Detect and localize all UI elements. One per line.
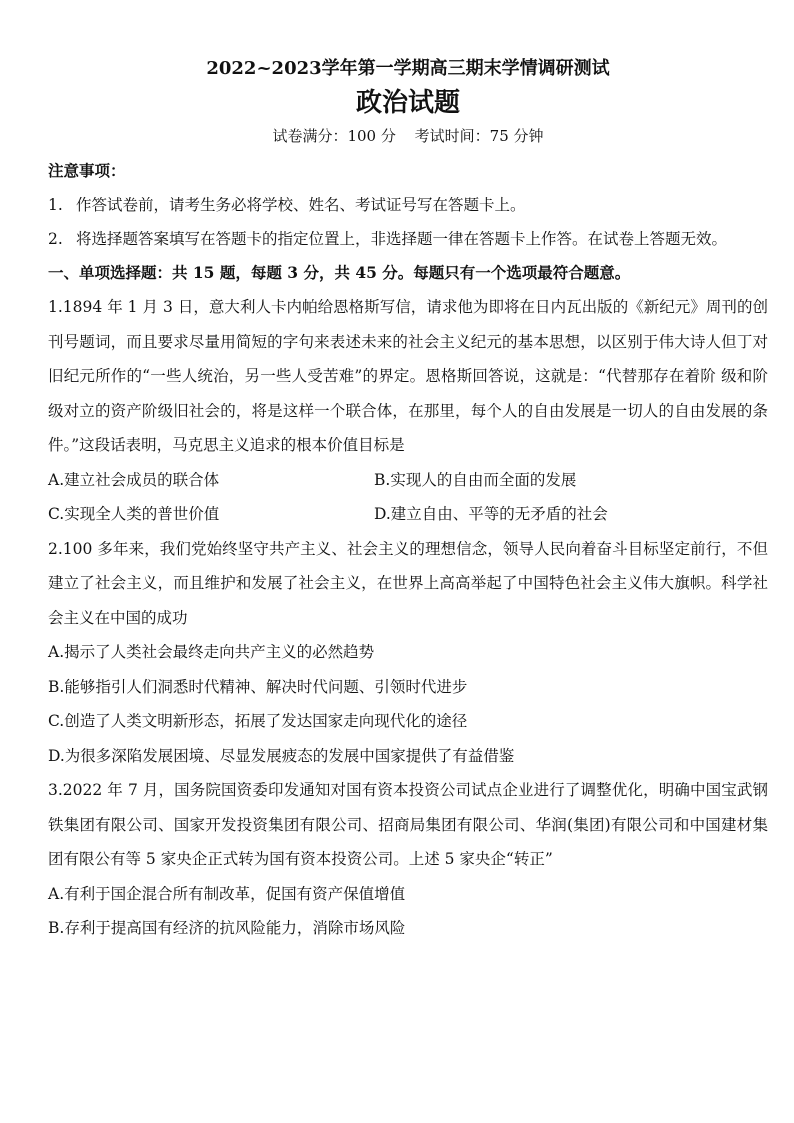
question-1-stem: 1.1894 年 1 月 3 日，意大利人卡内帕给恩格斯写信，请求他为即将在日内瓦出版的《新纪元》周刊的创刊号题词，而且要求尽量用简短的字句来表述未来的社会主义纪元的基本思想，以区别于伟大诗人但丁对旧纪元所作的“一些人统治，另一些人受苦难”的界定。恩格斯回答说，这就是：“代替那存在着阶 级和阶级对立的资产阶级旧社会的，将是这样一个联合体，在那里，每个人的自由发展是一切人的自由发展的条件。”这段话表明，马克思主义追求的根本价值目标是 (48, 298, 768, 454)
option-d: D.建立自由、平等的无矛盾的社会 (374, 505, 608, 523)
notice-item-number: 1. (48, 196, 63, 214)
exam-page (48, 58, 768, 946)
notice-item (48, 188, 768, 222)
notice-item-text: 将选择题答案填写在答题卡的指定位置上，非选择题一律在答题卡上作答。在试卷上答题无效。 (76, 230, 728, 248)
option-b: B.实现人的自由而全面的发展 (374, 470, 577, 489)
question-3-stem: 3.2022 年 7 月，国务院国资委印发通知对国有资本投资公司试点企业进行了调整优化，明确中国宝武钢铁集团有限公司、国家开发投资集团有限公司、招商局集团有限公司、华润(集团)有限公司和中国建材集团有限公有等 5 家央企正式转为国有资本投资公司。上述 5 家央企“转正” (48, 781, 768, 868)
option-a: A.建立社会成员的联合体 (48, 470, 220, 489)
section-heading: 一、单项选择题：共 15 题，每题 3 分，共 45 分。每题只有一个选项最符合题意。 (48, 263, 631, 282)
option-c: C.实现全人类的普世价值 (48, 505, 220, 523)
full-score: 试卷满分：100 分 (272, 127, 396, 145)
subject-title: 政治试题 (355, 88, 460, 118)
option-a: A.有利于国企混合所有制改革，促国有资产保值增值 (48, 884, 406, 903)
notice-list (48, 188, 768, 256)
option-a: A.揭示了人类社会最终走向共产主义的必然趋势 (48, 643, 375, 661)
exam-meta (48, 124, 768, 148)
notice-item-number: 2. (48, 230, 63, 248)
option-d: D.为很多深陷发展困境、尽显发展疲态的发展中国家提供了有益借鉴 (48, 746, 515, 765)
option-c: C.创造了人类文明新形态，拓展了发达国家走向现代化的途径 (48, 712, 468, 730)
question-2-stem: 2.100 多年来，我们党始终坚守共产主义、社会主义的理想信念，领导人民向着奋斗目标坚定前行，不但建立了社会主义，而且维护和发展了社会主义，在世界上高高举起了中国特色社会主义伟大旗帜。科学社会主义在中国的成功 (48, 539, 768, 627)
option-b: B.能够指引人们洞悉时代精神、解决时代问题、引领时代进步 (48, 677, 468, 696)
exam-title: 2022~2023学年第一学期高三期末学情调研测试 (206, 58, 610, 79)
notice-item (48, 222, 768, 256)
notice-heading: 注意事项： (48, 161, 126, 180)
question-1-options (48, 463, 768, 532)
exam-time: 考试时间：75 分钟 (414, 127, 544, 145)
option-b: B.存利于提高国有经济的抗风险能力，消除市场风险 (48, 919, 406, 937)
notice-item-text: 作答试卷前，请考生务必将学校、姓名、考试证号写在答题卡上。 (76, 196, 526, 214)
